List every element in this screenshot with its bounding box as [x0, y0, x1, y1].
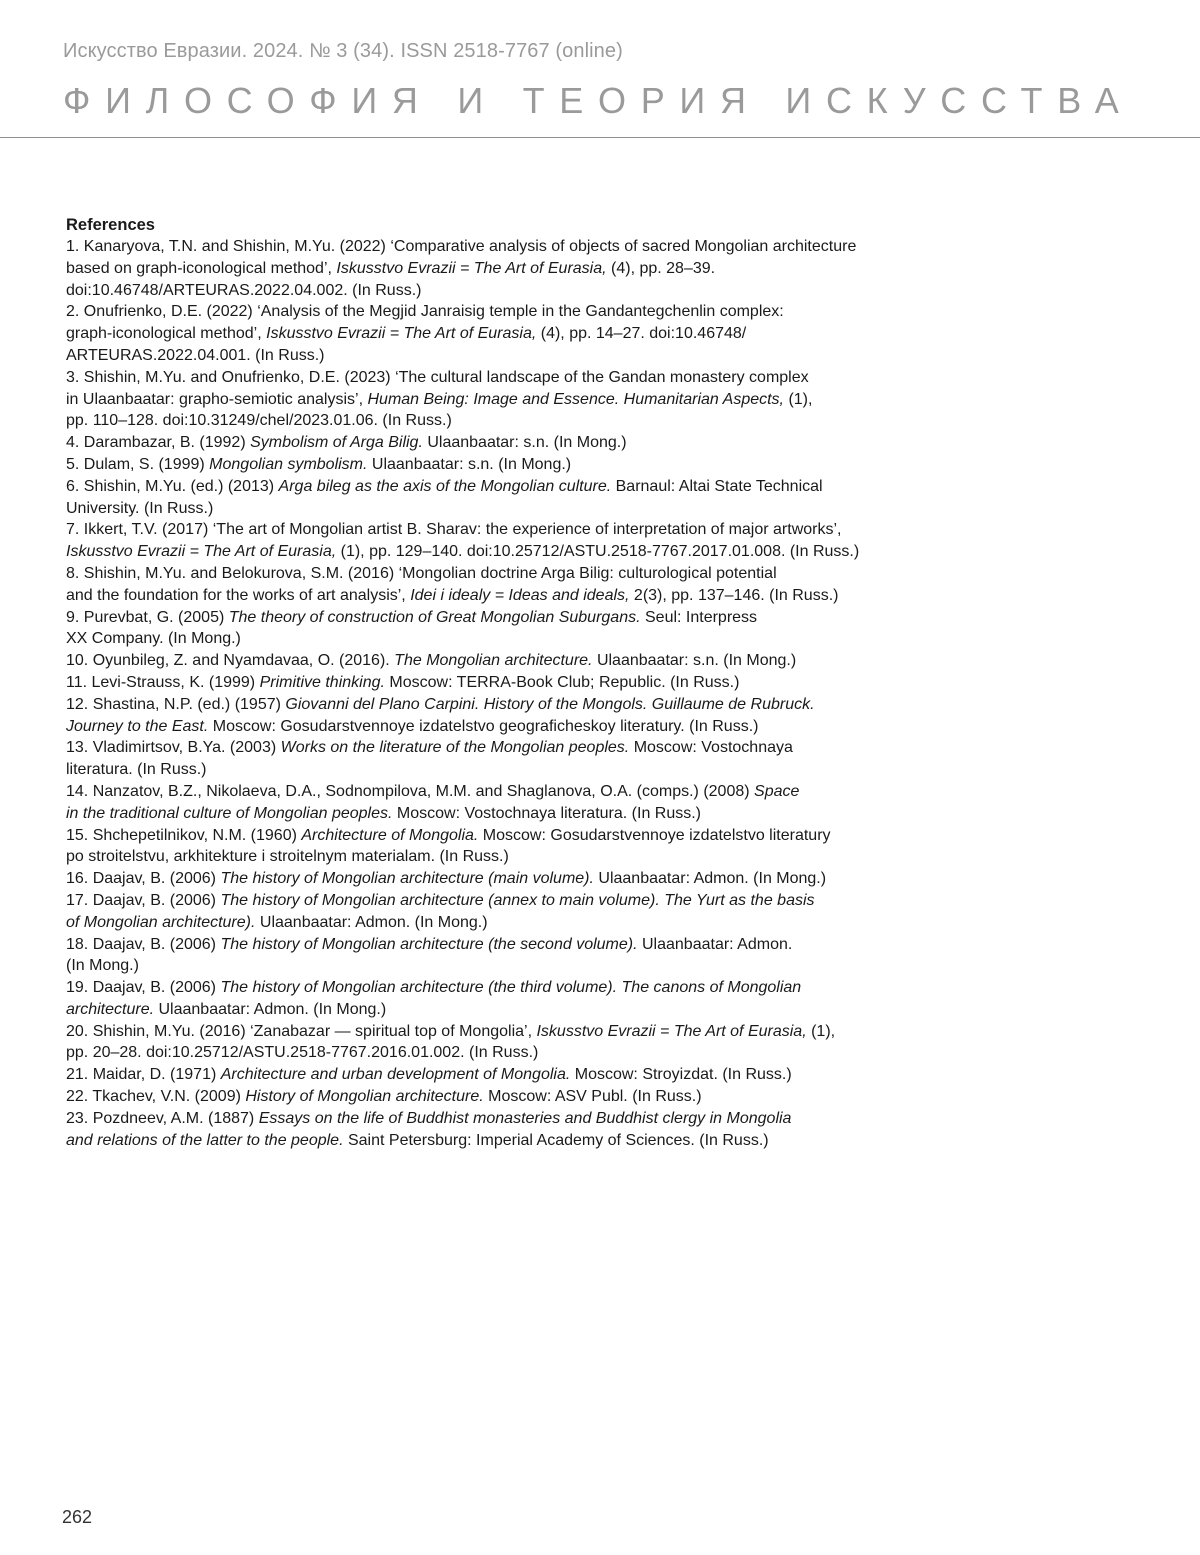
reference-item: 10. Oyunbileg, Z. and Nyamdavaa, O. (2016). The Mongolian architecture. Ulaanbaatar: s.n. (In Mong.) [66, 652, 797, 670]
reference-item: 17. Daajav, B. (2006) The history of Mongolian architecture (annex to main volume). The Yurt as the basis of Mongolian architecture). Ulaanbaatar: Admon. (In Mong.) [66, 891, 815, 931]
reference-item: 12. Shastina, N.P. (ed.) (1957) Giovanni del Plano Carpini. History of the Mongols. Guillaume de Rubruck. Journey to the East. Moscow: Gosudarstvennoye izdatelstvo geograficheskoy literatury. (In Russ.) [66, 695, 815, 735]
reference-item: 21. Maidar, D. (1971) Architecture and urban development of Mongolia. Moscow: Stroyizdat. (In Russ.) [66, 1066, 792, 1084]
reference-item: 18. Daajav, B. (2006) The history of Mongolian architecture (the second volume). Ulaanbaatar: Admon. (In Mong.) [66, 935, 793, 975]
reference-item: 15. Shchepetilnikov, N.M. (1960) Architecture of Mongolia. Moscow: Gosudarstvennoye izdatelstvo literatury po stroitelstvu, arkhitekture i stroitelnym materialam. (In Russ.) [66, 826, 831, 866]
references-section [66, 214, 966, 1151]
reference-item: 16. Daajav, B. (2006) The history of Mongolian architecture (main volume). Ulaanbaatar: Admon. (In Mong.) [66, 870, 827, 888]
reference-item: 23. Pozdneev, A.M. (1887) Essays on the life of Buddhist monasteries and Buddhist clergy in Mongolia and relations of the latter to the people. Saint Petersburg: Imperial Academy of Sciences. (In Russ.) [66, 1109, 792, 1149]
reference-item: 8. Shishin, M.Yu. and Belokurova, S.M. (2016) ‘Mongolian doctrine Arga Bilig: culturological potential and the foundation for the works of art analysis’, Idei i idealy = Ideas and ideals, 2(3), pp. 137–146. (In Russ.) [66, 564, 839, 604]
reference-item: 19. Daajav, B. (2006) The history of Mongolian architecture (the third volume). The canons of Mongolian architecture. Ulaanbaatar: Admon. (In Mong.) [66, 979, 802, 1018]
reference-item: 2. Onufrienko, D.E. (2022) ‘Analysis of the Megjid Janraisig temple in the Gandantegchenlin complex: graph-iconological method’, Iskusstvo Evrazii = The Art of Eurasia, (4), pp. 14–27. doi:10.46748/ ARTEURAS.2022.04.001. (In Russ.) [66, 303, 784, 364]
references-list [66, 236, 966, 1151]
reference-item: 7. Ikkert, T.V. (2017) ‘The art of Mongolian artist B. Sharav: the experience of interpretation of major artworks’, Iskusstvo Evrazii = The Art of Eurasia, (1), pp. 129–140. doi:10.25712/ASTU.2518-7767.2017.01.008. (In Russ.) [66, 521, 860, 561]
reference-item: 6. Shishin, M.Yu. (ed.) (2013) Arga bileg as the axis of the Mongolian culture. Barnaul: Altai State Technical University. (In Russ.) [66, 477, 823, 517]
journal-citation: Искусство Евразии. 2024. № 3 (34). ISSN 2518-7767 (online) [63, 40, 623, 62]
reference-item: 22. Tkachev, V.N. (2009) History of Mongolian architecture. Moscow: ASV Publ. (In Russ.) [66, 1088, 702, 1106]
reference-item: 13. Vladimirtsov, B.Ya. (2003) Works on the literature of the Mongolian peoples. Moscow: Vostochnaya literatura. (In Russ.) [66, 739, 793, 779]
section-title: ФИЛОСОФИЯ И ТЕОРИЯ ИСКУССТВА [63, 80, 1134, 121]
reference-item: 5. Dulam, S. (1999) Mongolian symbolism. Ulaanbaatar: s.n. (In Mong.) [66, 455, 572, 473]
reference-item: 11. Levi-Strauss, K. (1999) Primitive thinking. Moscow: TERRA-Book Club; Republic. (In Russ.) [66, 673, 740, 691]
references-heading: References [66, 216, 155, 234]
reference-item: 1. Kanaryova, T.N. and Shishin, M.Yu. (2022) ‘Comparative analysis of objects of sacred Mongolian architecture based on graph-iconological method’, Iskusstvo Evrazii = The Art of Eurasia, (4), pp. 28–39. doi:10.46748/ARTEURAS.2022.04.002. (In Russ.) [66, 238, 857, 299]
reference-item: 9. Purevbat, G. (2005) The theory of construction of Great Mongolian Suburgans. Seul: Interpress XX Company. (In Mong.) [66, 608, 758, 648]
header-divider [0, 137, 1200, 138]
page-number: 262 [62, 1507, 93, 1527]
reference-item: 20. Shishin, M.Yu. (2016) ‘Zanabazar — spiritual top of Mongolia’, Iskusstvo Evrazii = The Art of Eurasia, (1), pp. 20–28. doi:10.25712/ASTU.2518-7767.2016.01.002. (In Russ.) [66, 1022, 836, 1062]
reference-item: 14. Nanzatov, B.Z., Nikolaeva, D.A., Sodnompilova, M.M. and Shaglanova, O.A. (comps.) (2008) Space in the traditional culture of Mongolian peoples. Moscow: Vostochnaya literatura. (In Russ.) [66, 782, 800, 822]
reference-item: 3. Shishin, M.Yu. and Onufrienko, D.E. (2023) ‘The cultural landscape of the Gandan monastery complex in Ulaanbaatar: grapho-semiotic analysis’, Human Being: Image and Essence. Humanitarian Aspects, (1), pp. 110–128. doi:10.31249/chel/2023.01.06. (In Russ.) [66, 368, 813, 430]
reference-item: 4. Darambazar, B. (1992) Symbolism of Arga Bilig. Ulaanbaatar: s.n. (In Mong.) [66, 434, 627, 452]
